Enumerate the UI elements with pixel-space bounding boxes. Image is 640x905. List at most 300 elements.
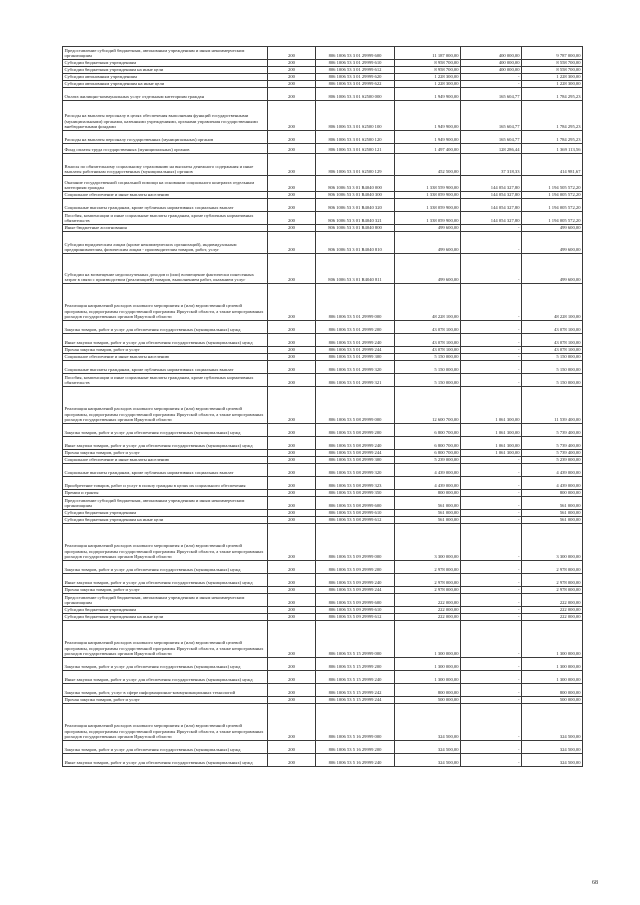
row-executed-cell: - xyxy=(461,74,522,81)
row-code-cell: 200 xyxy=(268,225,316,232)
table-row xyxy=(63,614,583,621)
row-executed-cell: - xyxy=(461,477,522,490)
row-name-cell: Субсидии бюджетным учреждениям xyxy=(63,510,268,517)
row-remaining-cell: 1 784 295,23 xyxy=(522,131,583,144)
row-executed-cell: 165 604,77 xyxy=(461,101,522,131)
row-remaining-cell: 43 078 100,00 xyxy=(522,321,583,334)
table-row xyxy=(63,517,583,524)
row-executed-cell: 144 054 327,80 xyxy=(461,199,522,212)
row-approved-cell: 3 300 000,00 xyxy=(395,524,461,561)
row-kbk-cell: 806 1006 53 3 01 29999 610 xyxy=(316,60,395,67)
row-approved-cell: 222 000,00 xyxy=(395,607,461,614)
row-approved-cell: 1 228 300,00 xyxy=(395,74,461,81)
table-row xyxy=(63,176,583,192)
table-row xyxy=(63,477,583,490)
table-body xyxy=(63,47,583,767)
row-kbk-cell: 806 1006 53 3 01 R4040 800 xyxy=(316,225,395,232)
table-row xyxy=(63,587,583,594)
row-executed-cell: - xyxy=(461,457,522,464)
row-approved-cell: 1 338 059 900,00 xyxy=(395,192,461,199)
row-name-cell: Оплата жилищно-коммунальных услуг отдельным категориям граждан xyxy=(63,88,268,101)
row-name-cell: Расходы на выплаты персоналу государственных (муниципальных) органов xyxy=(63,131,268,144)
row-kbk-cell: 806 1006 53 5 08 29999 320 xyxy=(316,464,395,477)
row-remaining-cell: 324 500,00 xyxy=(522,704,583,741)
row-code-cell: 200 xyxy=(268,154,316,176)
row-name-cell: Социальное обеспечение и иные выплаты населению xyxy=(63,354,268,361)
row-name-cell: Прочая закупка товаров, работ и услуг xyxy=(63,347,268,354)
row-executed-cell: - xyxy=(461,587,522,594)
row-code-cell: 200 xyxy=(268,450,316,457)
row-executed-cell: 1 061 300,00 xyxy=(461,450,522,457)
row-name-cell: Социальное обеспечение и иные выплаты населению xyxy=(63,192,268,199)
row-approved-cell: 499 600,00 xyxy=(395,225,461,232)
row-name-cell: Реализация направлений расходов основного мероприятия и (или) ведомственной целевой программы, подпрограммы государственной программы Иркутской области, а также непрограммных расходов государственных органов Иркутской области xyxy=(63,284,268,321)
row-remaining-cell: 222 000,00 xyxy=(522,607,583,614)
row-executed-cell: - xyxy=(461,497,522,510)
row-code-cell: 200 xyxy=(268,60,316,67)
row-kbk-cell: 806 1006 53 5 15 29999 000 xyxy=(316,621,395,658)
row-name-cell: Социальные выплаты гражданам, кроме публичных нормативных социальных выплат xyxy=(63,464,268,477)
table-row xyxy=(63,47,583,60)
row-approved-cell: 1 300 000,00 xyxy=(395,671,461,684)
table-row xyxy=(63,607,583,614)
row-executed-cell: - xyxy=(461,594,522,607)
row-code-cell: 200 xyxy=(268,212,316,225)
table-row xyxy=(63,464,583,477)
row-executed-cell: 165 604,77 xyxy=(461,88,522,101)
row-code-cell: 200 xyxy=(268,47,316,60)
row-approved-cell: 800 000,00 xyxy=(395,490,461,497)
row-code-cell: 200 xyxy=(268,321,316,334)
row-code-cell: 200 xyxy=(268,232,316,254)
row-remaining-cell: 4 439 000,00 xyxy=(522,464,583,477)
row-code-cell: 200 xyxy=(268,704,316,741)
row-approved-cell: 6 800 700,00 xyxy=(395,424,461,437)
table-row xyxy=(63,88,583,101)
row-approved-cell: 1 300 000,00 xyxy=(395,658,461,671)
row-executed-cell: 400 000,00 xyxy=(461,67,522,74)
row-remaining-cell: 1 784 295,23 xyxy=(522,101,583,131)
table-row xyxy=(63,192,583,199)
row-remaining-cell: 324 500,00 xyxy=(522,754,583,767)
row-name-cell: Премии и гранты xyxy=(63,490,268,497)
row-kbk-cell: 806 1006 53 5 09 29999 600 xyxy=(316,594,395,607)
row-approved-cell: 1 949 900,00 xyxy=(395,101,461,131)
row-remaining-cell: 1 194 505 572,20 xyxy=(522,176,583,192)
row-remaining-cell: 499 600,00 xyxy=(522,225,583,232)
row-executed-cell: - xyxy=(461,254,522,284)
table-row xyxy=(63,199,583,212)
row-kbk-cell: 806 1006 53 5 08 29999 600 xyxy=(316,497,395,510)
table-row xyxy=(63,334,583,347)
row-executed-cell: - xyxy=(461,607,522,614)
row-executed-cell: - xyxy=(461,697,522,704)
table-row xyxy=(63,437,583,450)
budget-table-page xyxy=(62,46,582,767)
row-approved-cell: 222 000,00 xyxy=(395,614,461,621)
row-code-cell: 200 xyxy=(268,334,316,347)
row-approved-cell: 43 078 100,00 xyxy=(395,347,461,354)
row-approved-cell: 5 150 000,00 xyxy=(395,374,461,387)
row-executed-cell: - xyxy=(461,354,522,361)
row-kbk-cell: 806 1006 53 5 15 29999 200 xyxy=(316,658,395,671)
row-remaining-cell: 11 539 400,00 xyxy=(522,387,583,424)
row-remaining-cell: 561 000,00 xyxy=(522,510,583,517)
row-kbk-cell: 806 1006 53 5 08 29999 240 xyxy=(316,437,395,450)
row-code-cell: 200 xyxy=(268,81,316,88)
row-code-cell: 200 xyxy=(268,464,316,477)
row-executed-cell: - xyxy=(461,284,522,321)
row-executed-cell: 1 061 300,00 xyxy=(461,424,522,437)
row-kbk-cell: 806 1006 53 5 16 29999 200 xyxy=(316,741,395,754)
row-name-cell: Закупка товаров, работ и услуг для обеспечения государственных (муниципальных) нужд xyxy=(63,424,268,437)
row-kbk-cell: 806 1006 53 5 08 29999 610 xyxy=(316,510,395,517)
table-row xyxy=(63,131,583,144)
row-approved-cell: 561 000,00 xyxy=(395,517,461,524)
row-approved-cell: 561 000,00 xyxy=(395,510,461,517)
row-name-cell: Предоставление субсидий бюджетным, автономным учреждениям и иным некоммерческим организациям xyxy=(63,594,268,607)
row-executed-cell: 144 054 327,80 xyxy=(461,176,522,192)
table-row xyxy=(63,497,583,510)
row-code-cell: 200 xyxy=(268,587,316,594)
row-approved-cell: 1 338 059 900,00 xyxy=(395,199,461,212)
table-row xyxy=(63,704,583,741)
row-executed-cell: 400 000,00 xyxy=(461,60,522,67)
row-remaining-cell: 5 739 400,00 xyxy=(522,437,583,450)
table-row xyxy=(63,594,583,607)
row-name-cell: Иные закупки товаров, работ и услуг для обеспечения государственных (муниципальных) нужд xyxy=(63,574,268,587)
row-kbk-cell: 806 1006 53 3 01 R4040 811 xyxy=(316,254,395,284)
row-remaining-cell: 499 600,00 xyxy=(522,232,583,254)
row-executed-cell: 128 286,44 xyxy=(461,144,522,154)
row-code-cell: 200 xyxy=(268,510,316,517)
row-kbk-cell: 806 1006 53 3 01 29999 600 xyxy=(316,47,395,60)
row-kbk-cell: 806 1006 53 5 09 29999 200 xyxy=(316,561,395,574)
row-code-cell: 200 xyxy=(268,192,316,199)
table-row xyxy=(63,524,583,561)
row-name-cell: Иные закупки товаров, работ и услуг для обеспечения государственных (муниципальных) нужд xyxy=(63,334,268,347)
row-kbk-cell: 806 1006 53 3 01 29999 622 xyxy=(316,81,395,88)
row-name-cell: Пособия, компенсации и иные социальные выплаты гражданам, кроме публичных нормативных обязательств xyxy=(63,374,268,387)
row-name-cell: Субсидии автономным учреждениям xyxy=(63,74,268,81)
row-approved-cell: 452 500,00 xyxy=(395,154,461,176)
row-executed-cell: - xyxy=(461,671,522,684)
table-row xyxy=(63,574,583,587)
table-row xyxy=(63,321,583,334)
row-name-cell: Реализация направлений расходов основного мероприятия и (или) ведомственной целевой программы, подпрограммы государственной программы Иркутской области, а также непрограммных расходов государственных органов Иркутской области xyxy=(63,524,268,561)
row-kbk-cell: 806 1006 53 5 08 29999 244 xyxy=(316,450,395,457)
row-code-cell: 200 xyxy=(268,517,316,524)
row-code-cell: 200 xyxy=(268,176,316,192)
row-name-cell: Социальные выплаты гражданам, кроме публичных нормативных социальных выплат xyxy=(63,199,268,212)
row-kbk-cell: 806 1006 53 3 01 29999 620 xyxy=(316,74,395,81)
row-approved-cell: 2 978 000,00 xyxy=(395,574,461,587)
row-name-cell: Реализация направлений расходов основного мероприятия и (или) ведомственной целевой программы, подпрограммы государственной программы Иркутской области, а также непрограммных расходов государственных органов Иркутской области xyxy=(63,704,268,741)
row-code-cell: 200 xyxy=(268,374,316,387)
row-kbk-cell: 806 1006 53 5 01 29999 000 xyxy=(316,284,395,321)
row-approved-cell: 1 338 559 900,00 xyxy=(395,176,461,192)
row-code-cell: 200 xyxy=(268,497,316,510)
row-remaining-cell: 4 439 000,00 xyxy=(522,477,583,490)
row-remaining-cell: 1 194 005 572,20 xyxy=(522,212,583,225)
row-executed-cell: - xyxy=(461,321,522,334)
row-name-cell: Субсидии бюджетным учреждениям xyxy=(63,607,268,614)
row-approved-cell: 1 338 059 900,00 xyxy=(395,212,461,225)
row-kbk-cell: 806 1006 53 3 01 R4040 300 xyxy=(316,192,395,199)
row-name-cell: Закупка товаров, работ, услуг в сфере информационно-коммуникационных технологий xyxy=(63,684,268,697)
row-kbk-cell: 806 1006 53 5 01 29999 320 xyxy=(316,361,395,374)
row-approved-cell: 1 300 000,00 xyxy=(395,621,461,658)
row-name-cell: Социальное обеспечение и иные выплаты населению xyxy=(63,457,268,464)
row-approved-cell: 222 000,00 xyxy=(395,594,461,607)
row-kbk-cell: 806 1006 53 5 08 29999 350 xyxy=(316,490,395,497)
row-kbk-cell: 806 1006 53 5 08 29999 323 xyxy=(316,477,395,490)
row-name-cell: Расходы на выплаты персоналу в целях обеспечения выполнения функций государственными (муниципальными) органами, казенными учреждениями, органами управления государственными внебюджетными фондами xyxy=(63,101,268,131)
table-row xyxy=(63,741,583,754)
row-name-cell: Предоставление субсидий бюджетным, автономным учреждениям и иным некоммерческим организациям xyxy=(63,47,268,60)
row-kbk-cell: 806 1006 53 3 01 R4040 321 xyxy=(316,212,395,225)
row-code-cell: 200 xyxy=(268,424,316,437)
row-remaining-cell: 222 000,00 xyxy=(522,614,583,621)
table-row xyxy=(63,67,583,74)
row-executed-cell: - xyxy=(461,704,522,741)
row-executed-cell: - xyxy=(461,614,522,621)
row-approved-cell: 499 600,00 xyxy=(395,254,461,284)
row-approved-cell: 5 150 000,00 xyxy=(395,361,461,374)
row-executed-cell: 400 000,00 xyxy=(461,47,522,60)
row-kbk-cell: 806 1006 53 5 15 29999 240 xyxy=(316,671,395,684)
row-remaining-cell: 800 000,00 xyxy=(522,684,583,697)
table-row xyxy=(63,374,583,387)
table-row xyxy=(63,387,583,424)
row-executed-cell: - xyxy=(461,361,522,374)
row-executed-cell: 1 061 300,00 xyxy=(461,437,522,450)
row-approved-cell: 5 150 000,00 xyxy=(395,354,461,361)
row-remaining-cell: 1 784 295,23 xyxy=(522,88,583,101)
row-approved-cell: 4 439 000,00 xyxy=(395,477,461,490)
row-executed-cell: - xyxy=(461,464,522,477)
row-remaining-cell: 500 000,00 xyxy=(522,697,583,704)
row-approved-cell: 6 800 700,00 xyxy=(395,437,461,450)
row-kbk-cell: 806 1006 53 5 08 29999 300 xyxy=(316,457,395,464)
row-executed-cell: 165 604,77 xyxy=(461,131,522,144)
row-name-cell: Прочая закупка товаров, работ и услуг xyxy=(63,697,268,704)
row-name-cell: Иные закупки товаров, работ и услуг для обеспечения государственных (муниципальных) нужд xyxy=(63,754,268,767)
row-remaining-cell: 8 558 700,00 xyxy=(522,67,583,74)
row-executed-cell: - xyxy=(461,684,522,697)
row-remaining-cell: 414 981,67 xyxy=(522,154,583,176)
table-row xyxy=(63,254,583,284)
table-row xyxy=(63,671,583,684)
row-remaining-cell: 5 739 400,00 xyxy=(522,424,583,437)
row-kbk-cell: 806 1006 53 5 16 29999 240 xyxy=(316,754,395,767)
row-approved-cell: 6 800 700,00 xyxy=(395,450,461,457)
row-code-cell: 200 xyxy=(268,101,316,131)
row-remaining-cell: 5 150 000,00 xyxy=(522,361,583,374)
row-approved-cell: 324 500,00 xyxy=(395,704,461,741)
row-executed-cell: - xyxy=(461,621,522,658)
row-kbk-cell: 806 1006 53 5 01 29999 321 xyxy=(316,374,395,387)
row-kbk-cell: 806 1006 53 3 01 R4040 000 xyxy=(316,176,395,192)
row-kbk-cell: 806 1006 53 5 01 29999 240 xyxy=(316,334,395,347)
table-row xyxy=(63,60,583,67)
row-remaining-cell: 222 000,00 xyxy=(522,594,583,607)
row-code-cell: 200 xyxy=(268,621,316,658)
row-approved-cell: 4 439 000,00 xyxy=(395,464,461,477)
row-executed-cell: - xyxy=(461,334,522,347)
row-kbk-cell: 806 1006 53 5 01 29999 200 xyxy=(316,321,395,334)
row-approved-cell: 43 078 100,00 xyxy=(395,321,461,334)
row-name-cell: Закупка товаров, работ и услуг для обеспечения государственных (муниципальных) нужд xyxy=(63,658,268,671)
row-code-cell: 200 xyxy=(268,347,316,354)
row-approved-cell: 1 497 400,00 xyxy=(395,144,461,154)
page-number: 68 xyxy=(592,880,598,886)
row-approved-cell: 11 187 000,00 xyxy=(395,47,461,60)
row-remaining-cell: 3 300 000,00 xyxy=(522,524,583,561)
row-approved-cell: 324 500,00 xyxy=(395,741,461,754)
table-row xyxy=(63,354,583,361)
row-remaining-cell: 8 558 700,00 xyxy=(522,60,583,67)
row-executed-cell: 144 054 327,80 xyxy=(461,212,522,225)
budget-execution-table xyxy=(62,46,583,767)
row-code-cell: 200 xyxy=(268,524,316,561)
row-code-cell: 200 xyxy=(268,658,316,671)
row-executed-cell: - xyxy=(461,561,522,574)
row-executed-cell: - xyxy=(461,510,522,517)
row-remaining-cell: 561 000,00 xyxy=(522,517,583,524)
row-code-cell: 200 xyxy=(268,74,316,81)
row-name-cell: Субсидии бюджетным учреждениям на иные цели xyxy=(63,517,268,524)
row-approved-cell: 1 949 900,00 xyxy=(395,131,461,144)
row-code-cell: 200 xyxy=(268,697,316,704)
row-kbk-cell: 806 1006 53 3 01 29999 612 xyxy=(316,67,395,74)
row-approved-cell: 1 228 300,00 xyxy=(395,81,461,88)
row-code-cell: 200 xyxy=(268,254,316,284)
row-remaining-cell: 1 300 000,00 xyxy=(522,621,583,658)
row-code-cell: 200 xyxy=(268,741,316,754)
table-row xyxy=(63,284,583,321)
row-remaining-cell: 1 300 000,00 xyxy=(522,671,583,684)
row-name-cell: Реализация направлений расходов основного мероприятия и (или) ведомственной целевой программы, подпрограммы государственной программы Иркутской области, а также непрограммных расходов государственных органов Иркутской области xyxy=(63,387,268,424)
row-remaining-cell: 5 739 400,00 xyxy=(522,450,583,457)
row-remaining-cell: 1 300 000,00 xyxy=(522,658,583,671)
row-kbk-cell: 806 1006 53 5 08 29999 000 xyxy=(316,387,395,424)
row-executed-cell: - xyxy=(461,347,522,354)
row-remaining-cell: 2 978 000,00 xyxy=(522,574,583,587)
row-executed-cell: - xyxy=(461,574,522,587)
row-remaining-cell: 561 000,00 xyxy=(522,497,583,510)
row-name-cell: Прочая закупка товаров, работ и услуг xyxy=(63,450,268,457)
row-code-cell: 200 xyxy=(268,490,316,497)
row-remaining-cell: 43 078 100,00 xyxy=(522,334,583,347)
row-code-cell: 200 xyxy=(268,361,316,374)
row-approved-cell: 2 978 000,00 xyxy=(395,587,461,594)
row-approved-cell: 48 228 100,00 xyxy=(395,284,461,321)
row-kbk-cell: 806 1006 53 5 09 29999 240 xyxy=(316,574,395,587)
row-remaining-cell: 48 228 100,00 xyxy=(522,284,583,321)
row-code-cell: 200 xyxy=(268,561,316,574)
row-executed-cell: 1 061 300,00 xyxy=(461,387,522,424)
row-code-cell: 200 xyxy=(268,437,316,450)
row-kbk-cell: 806 1006 53 3 01 S2500 120 xyxy=(316,131,395,144)
table-row xyxy=(63,684,583,697)
table-row xyxy=(63,621,583,658)
row-name-cell: Закупка товаров, работ и услуг для обеспечения государственных (муниципальных) нужд xyxy=(63,561,268,574)
row-kbk-cell: 806 1006 53 3 01 S2500 100 xyxy=(316,101,395,131)
row-code-cell: 200 xyxy=(268,131,316,144)
table-row xyxy=(63,212,583,225)
table-row xyxy=(63,697,583,704)
row-name-cell: Иные закупки товаров, работ и услуг для обеспечения государственных (муниципальных) нужд xyxy=(63,671,268,684)
row-kbk-cell: 806 1006 53 5 01 29999 300 xyxy=(316,354,395,361)
row-kbk-cell: 806 1006 53 5 16 29999 000 xyxy=(316,704,395,741)
row-approved-cell: 5 239 000,00 xyxy=(395,457,461,464)
row-name-cell: Иные бюджетные ассигнования xyxy=(63,225,268,232)
row-kbk-cell: 806 1006 53 3 01 R4040 320 xyxy=(316,199,395,212)
row-kbk-cell: 806 1006 53 5 09 29999 612 xyxy=(316,614,395,621)
row-remaining-cell: 1 194 005 572,20 xyxy=(522,192,583,199)
row-executed-cell: - xyxy=(461,517,522,524)
row-kbk-cell: 806 1006 53 5 09 29999 244 xyxy=(316,587,395,594)
row-approved-cell: 8 958 700,00 xyxy=(395,67,461,74)
row-remaining-cell: 499 600,00 xyxy=(522,254,583,284)
row-approved-cell: 499 600,00 xyxy=(395,232,461,254)
row-remaining-cell: 9 787 000,00 xyxy=(522,47,583,60)
table-row xyxy=(63,450,583,457)
row-name-cell: Субсидии бюджетным учреждениям на иные цели xyxy=(63,67,268,74)
row-remaining-cell: 1 228 300,00 xyxy=(522,74,583,81)
table-row xyxy=(63,74,583,81)
row-name-cell: Субсидии бюджетным учреждениям xyxy=(63,60,268,67)
row-kbk-cell: 806 1006 53 5 15 29999 242 xyxy=(316,684,395,697)
row-kbk-cell: 806 1006 53 5 08 29999 200 xyxy=(316,424,395,437)
row-remaining-cell: 5 150 000,00 xyxy=(522,374,583,387)
row-code-cell: 200 xyxy=(268,477,316,490)
row-name-cell: Социальные выплаты гражданам, кроме публичных нормативных социальных выплат xyxy=(63,361,268,374)
row-remaining-cell: 5 239 000,00 xyxy=(522,457,583,464)
row-code-cell: 200 xyxy=(268,144,316,154)
row-remaining-cell: 2 978 000,00 xyxy=(522,587,583,594)
row-code-cell: 200 xyxy=(268,684,316,697)
table-row xyxy=(63,658,583,671)
row-code-cell: 200 xyxy=(268,457,316,464)
row-executed-cell: 144 054 327,80 xyxy=(461,192,522,199)
row-executed-cell: - xyxy=(461,524,522,561)
row-remaining-cell: 43 078 100,00 xyxy=(522,347,583,354)
row-approved-cell: 324 500,00 xyxy=(395,754,461,767)
row-approved-cell: 800 000,00 xyxy=(395,684,461,697)
row-approved-cell: 1 949 900,00 xyxy=(395,88,461,101)
row-name-cell: Приобретение товаров, работ и услуг в пользу граждан в целях их социального обеспечения xyxy=(63,477,268,490)
row-name-cell: Фонд оплаты труда государственных (муниципальных) органов xyxy=(63,144,268,154)
row-executed-cell: - xyxy=(461,741,522,754)
row-executed-cell: - xyxy=(461,754,522,767)
row-name-cell: Оказание государственной социальной помощи на основании социального контракта отдельным категориям граждан xyxy=(63,176,268,192)
row-approved-cell: 43 078 100,00 xyxy=(395,334,461,347)
row-name-cell: Иные закупки товаров, работ и услуг для обеспечения государственных (муниципальных) нужд xyxy=(63,437,268,450)
row-kbk-cell: 806 1006 53 5 15 29999 244 xyxy=(316,697,395,704)
row-code-cell: 200 xyxy=(268,387,316,424)
table-row xyxy=(63,424,583,437)
row-remaining-cell: 5 150 000,00 xyxy=(522,354,583,361)
table-row xyxy=(63,510,583,517)
row-executed-cell: - xyxy=(461,232,522,254)
table-row xyxy=(63,347,583,354)
row-name-cell: Прочая закупка товаров, работ и услуг xyxy=(63,587,268,594)
table-row xyxy=(63,361,583,374)
row-remaining-cell: 1 194 005 572,20 xyxy=(522,199,583,212)
row-kbk-cell: 806 1006 53 5 01 29999 244 xyxy=(316,347,395,354)
